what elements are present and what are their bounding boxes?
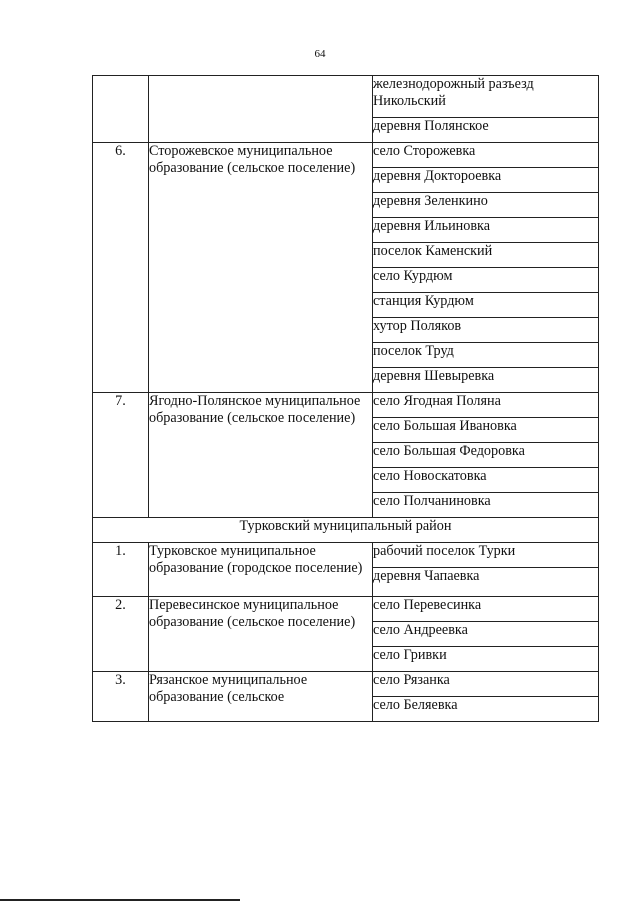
settlement-cell: село Рязанка (373, 672, 599, 697)
row-number: 6. (93, 143, 149, 393)
row-number: 2. (93, 597, 149, 672)
municipality-name: Турковское муниципальное образование (городское поселение) (149, 543, 373, 597)
row-number: 1. (93, 543, 149, 597)
settlement-cell: деревня Полянское (373, 118, 599, 143)
settlement-cell: деревня Зеленкино (373, 193, 599, 218)
table-row (93, 543, 599, 568)
municipality-name: Сторожевское муниципальное образование (сельское поселение) (149, 143, 373, 393)
row-number: 3. (93, 672, 149, 722)
table-row (93, 393, 599, 418)
settlement-cell: село Новоскатовка (373, 468, 599, 493)
settlement-cell: село Беляевка (373, 697, 599, 722)
settlement-cell: железнодорожный разъезд Никольский (373, 76, 599, 118)
settlement-cell: хутор Поляков (373, 318, 599, 343)
municipality-cell (149, 76, 373, 143)
settlement-cell: деревня Чапаевка (373, 568, 599, 597)
page-number: 64 (314, 48, 326, 60)
row-number-cell (93, 76, 149, 143)
settlements-table (92, 75, 599, 722)
municipality-name: Перевесинское муниципальное образование (сельское поселение) (149, 597, 373, 672)
settlement-cell: село Сторожевка (373, 143, 599, 168)
settlement-cell: село Курдюм (373, 268, 599, 293)
settlement-cell: село Ягодная Поляна (373, 393, 599, 418)
settlement-cell: село Большая Федоровка (373, 443, 599, 468)
settlement-cell: село Андреевка (373, 622, 599, 647)
settlement-cell: село Гривки (373, 647, 599, 672)
settlement-cell: рабочий поселок Турки (373, 543, 599, 568)
table-row (93, 597, 599, 622)
table-row (93, 672, 599, 697)
settlement-cell: станция Курдюм (373, 293, 599, 318)
settlement-cell: деревня Доктороевка (373, 168, 599, 193)
settlement-cell: деревня Ильиновка (373, 218, 599, 243)
settlement-cell: поселок Труд (373, 343, 599, 368)
district-heading: Турковский муниципальный район (93, 518, 599, 543)
settlement-cell: село Полчаниновка (373, 493, 599, 518)
settlement-cell: поселок Каменский (373, 243, 599, 268)
settlement-cell: деревня Шевыревка (373, 368, 599, 393)
table-row (93, 76, 599, 118)
settlement-cell: село Большая Ивановка (373, 418, 599, 443)
row-number: 7. (93, 393, 149, 518)
table-row (93, 143, 599, 168)
footer-rule (0, 899, 240, 901)
municipality-name: Рязанское муниципальное образование (сельское (149, 672, 373, 722)
settlement-cell: село Перевесинка (373, 597, 599, 622)
municipality-name: Ягодно-Полянское муниципальное образование (сельское поселение) (149, 393, 373, 518)
table-row (93, 518, 599, 543)
